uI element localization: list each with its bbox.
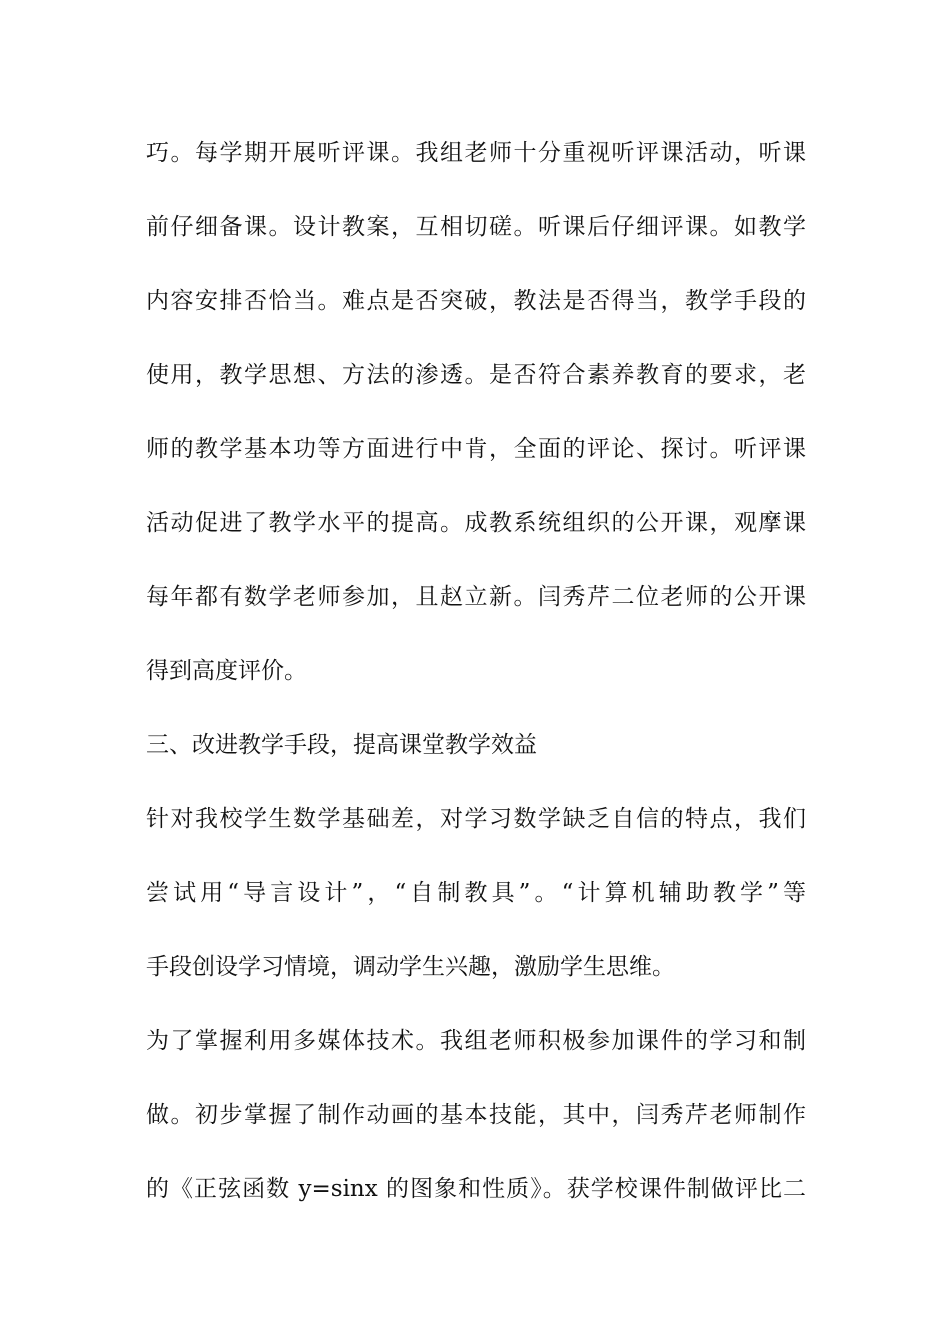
paragraph-line-12: 为了掌握利用多媒体技术。我组老师积极参加课件的学习和制 — [146, 1028, 806, 1054]
paragraph-line-11: 手段创设学习情境，调动学生兴趣，激励学生思维。 — [146, 954, 675, 980]
paragraph-line-10: 尝试用“导言设计”，“自制教具”。“计算机辅助教学”等 — [146, 880, 806, 906]
paragraph-line-7: 每年都有数学老师参加，且赵立新。闫秀芹二位老师的公开课 — [146, 584, 806, 610]
paragraph-line-8: 得到高度评价。 — [146, 658, 307, 684]
paragraph-line-14: 的《正弦函数 y=sinx 的图象和性质》。获学校课件制做评比二 — [146, 1176, 806, 1202]
paragraph-line-4: 使用，教学思想、方法的渗透。是否符合素养教育的要求，老 — [146, 362, 806, 388]
paragraph-line-9: 针对我校学生数学基础差，对学习数学缺乏自信的特点，我们 — [146, 806, 806, 832]
paragraph-line-3: 内容安排否恰当。难点是否突破，教法是否得当，教学手段的 — [146, 288, 806, 314]
paragraph-line-1: 巧。每学期开展听评课。我组老师十分重视听评课活动，听课 — [146, 140, 806, 166]
paragraph-line-2: 前仔细备课。设计教案，互相切磋。听课后仔细评课。如教学 — [146, 214, 806, 240]
paragraph-line-13: 做。初步掌握了制作动画的基本技能，其中，闫秀芹老师制作 — [146, 1102, 806, 1128]
paragraph-line-6: 活动促进了教学水平的提高。成教系统组织的公开课，观摩课 — [146, 510, 806, 536]
section-heading: 三、改进教学手段，提高课堂教学效益 — [146, 732, 537, 758]
paragraph-line-5: 师的教学基本功等方面进行中肯，全面的评论、探讨。听评课 — [146, 436, 806, 462]
